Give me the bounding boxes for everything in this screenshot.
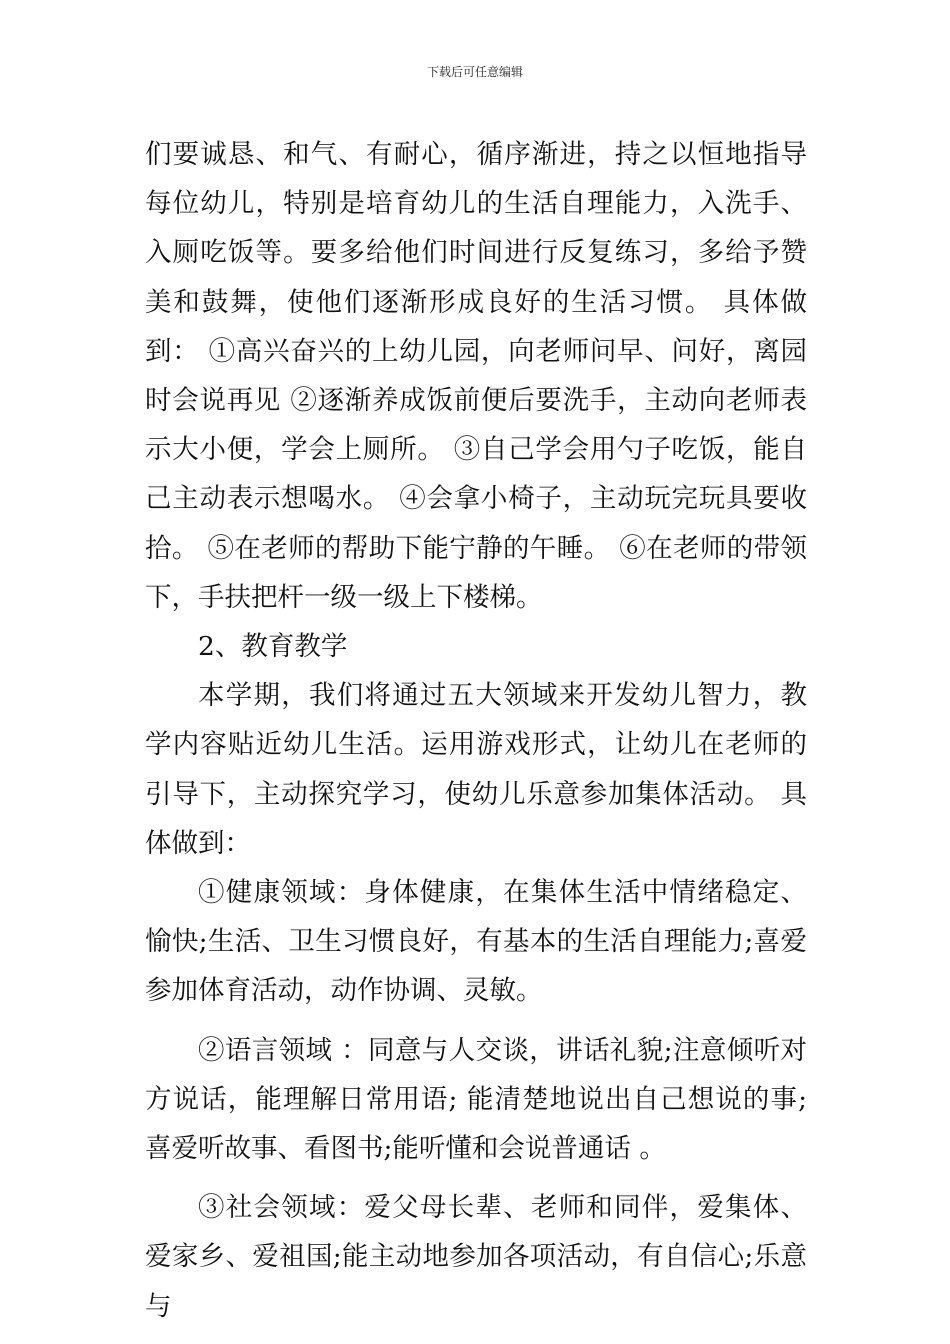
paragraph-social-domain: ③社会领域：爱父母长辈、老师和同伴，爱集体、爱家乡、爱祖国;能主动地参加各项活动，有自信心;乐意与 [145, 1192, 807, 1322]
page-header: 下载后可任意编辑 [426, 65, 523, 79]
section-heading-education: 2、教育教学 [198, 631, 348, 663]
paragraph-life-care-continued: 们要诚恳、和气、有耐心，循序渐进，持之以恒地指导每位幼儿，特别是培育幼儿的生活自理能力，入洗手、入厕吃饭等。要多给他们时间进行反复练习，多给予赞美和鼓舞，使他们逐渐形成良好的生活习惯。 具体做到： ①高兴奋兴的上幼儿园，向老师问早、问好，离园时会说再见 ②逐渐养成饭前便后要洗手，主动向老师表示大小便，学会上厕所。 ③自己学会用勺子吃饭，能自己主动表示想喝水。 ④会拿小椅子，主动玩完玩具要收拾。 ⑤在老师的帮助下能宁静的午睡。 ⑥在老师的带领下，手扶把杆一级一级上下楼梯。 [145, 139, 807, 613]
paragraph-health-domain: ①健康领域：身体健康，在集体生活中情绪稳定、愉快;生活、卫生习惯良好，有基本的生活自理能力;喜爱参加体育活动，动作协调、灵敏。 [145, 877, 807, 1007]
document-body [145, 130, 807, 1331]
paragraph-education-intro: 本学期，我们将通过五大领域来开发幼儿智力，教学内容贴近幼儿生活。运用游戏形式，让幼儿在老师的引导下，主动探究学习，使幼儿乐意参加集体活动。 具体做到： [145, 680, 807, 859]
paragraph-language-domain: ②语言领域 ：同意与人交谈，讲话礼貌;注意倾听对方说话，能理解日常用语; 能清楚地说出自己想说的事;喜爱听故事、看图书;能听懂和会说普通话 。 [145, 1034, 807, 1165]
